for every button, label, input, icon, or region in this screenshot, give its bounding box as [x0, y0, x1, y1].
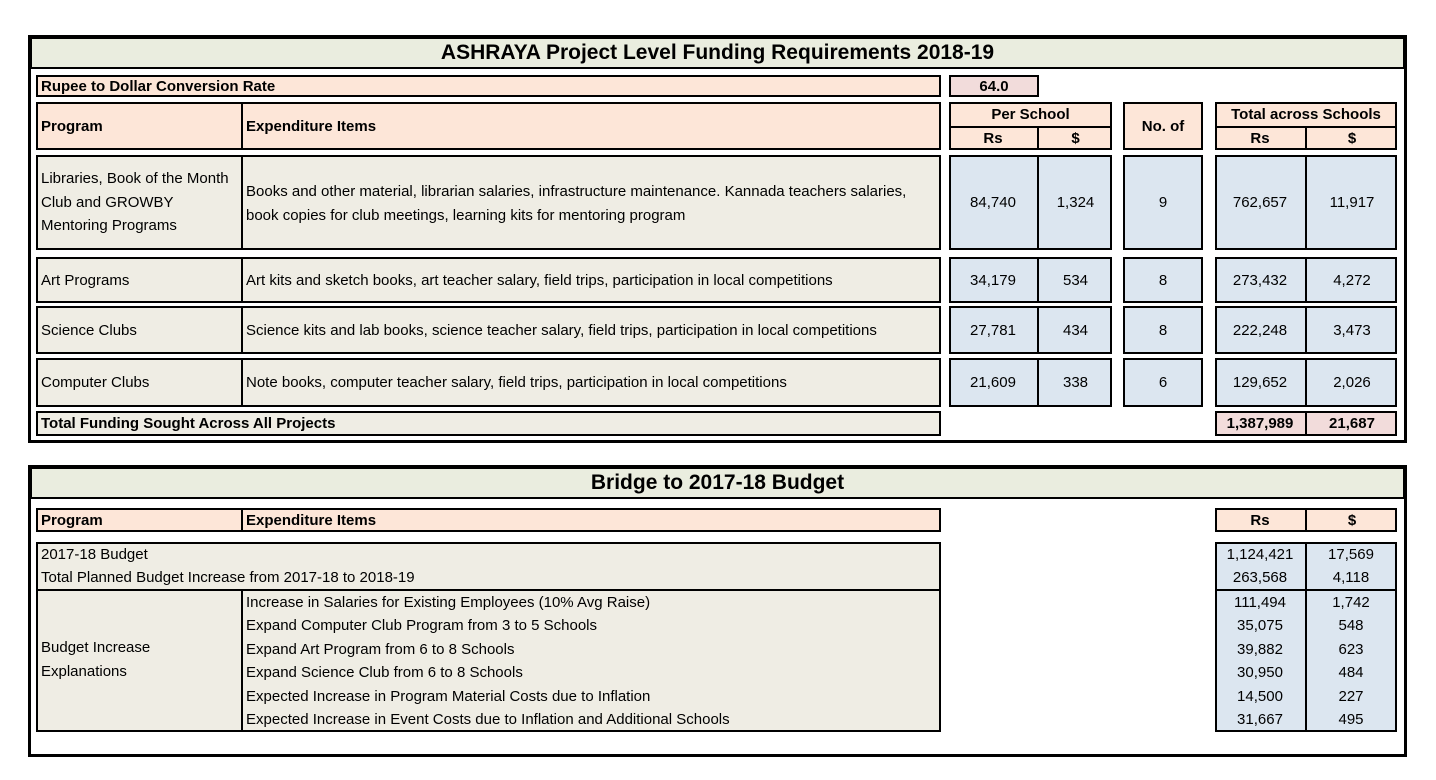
- explanation-usd: 1,742: [1332, 594, 1370, 611]
- cell-no-of: 8: [1123, 257, 1203, 303]
- bridge-header-usd: $: [1347, 511, 1357, 529]
- header-per-school-label: Per School: [991, 105, 1070, 123]
- cell-no-of: 8: [1123, 306, 1203, 354]
- total-funding-rs: 1,387,989: [1226, 415, 1294, 432]
- bridge-budget-title: Bridge to 2017-18 Budget: [30, 467, 1405, 499]
- bridge-header-program: Program: [41, 511, 103, 529]
- explanation-item: Expected Increase in Program Material Costs due to Inflation: [246, 688, 651, 705]
- bridge-increase-usd: 4,118: [1332, 569, 1370, 586]
- cell-total-usd: 2,026: [1333, 374, 1371, 391]
- total-funding-label: Total Funding Sought Across All Projects: [36, 411, 941, 436]
- bridge-header-expenditure: Expenditure Items: [246, 511, 377, 529]
- total-funding-usd: 21,687: [1329, 415, 1375, 432]
- header-no-of: No. of: [1123, 102, 1203, 150]
- funding-requirements-title: ASHRAYA Project Level Funding Requirements 2018-19: [30, 37, 1405, 69]
- cell-total-rs: 273,432: [1232, 271, 1288, 289]
- bridge-explanations-label-1: Budget Increase: [41, 639, 151, 656]
- row-items-computer: Note books, computer teacher salary, field trips, participation in local competitions: [246, 374, 787, 391]
- cell-total-usd: 3,473: [1333, 321, 1371, 339]
- explanation-usd: 484: [1338, 664, 1364, 681]
- explanation-rs: 39,882: [1237, 641, 1283, 658]
- header-expenditure: Expenditure Items: [246, 117, 377, 135]
- row-items-libraries: Books and other material, librarian salaries, infrastructure maintenance. Kannada teachers salaries, book copies for club meetings, learning kits for mentoring program: [246, 183, 907, 224]
- cell-ps-usd: 534: [1062, 271, 1089, 289]
- cell-ps-usd: 1,324: [1056, 194, 1095, 211]
- explanation-item: Expand Computer Club Program from 3 to 5 Schools: [246, 617, 597, 634]
- header-total-rs: Rs: [1250, 130, 1270, 147]
- explanation-rs: 111,494: [1234, 594, 1286, 611]
- cell-total-rs: 129,652: [1232, 374, 1288, 391]
- cell-total-rs: 762,657: [1232, 194, 1288, 211]
- cell-ps-usd: 434: [1062, 321, 1089, 339]
- bridge-budget-usd: 17,569: [1328, 546, 1374, 563]
- explanation-usd: 227: [1338, 688, 1364, 705]
- header-per-school-rs: Rs: [983, 130, 1003, 147]
- cell-ps-rs: 34,179: [970, 271, 1016, 289]
- bridge-budget-rs: 1,124,421: [1226, 546, 1294, 563]
- explanation-item: Expand Science Club from 6 to 8 Schools: [246, 664, 523, 681]
- row-items-science: Science kits and lab books, science teacher salary, field trips, participation in local competitions: [246, 321, 877, 339]
- cell-no-of: 9: [1123, 155, 1203, 250]
- explanation-usd: 623: [1338, 641, 1364, 658]
- header-total-across-label: Total across Schools: [1231, 105, 1381, 123]
- explanation-item: Expand Art Program from 6 to 8 Schools: [246, 641, 515, 658]
- row-program-science: Science Clubs: [41, 321, 137, 339]
- explanation-usd: 548: [1338, 617, 1364, 634]
- conversion-rate-label: Rupee to Dollar Conversion Rate: [36, 75, 941, 97]
- cell-total-usd: 4,272: [1333, 271, 1371, 289]
- explanation-rs: 35,075: [1237, 617, 1283, 634]
- explanation-rs: 14,500: [1237, 688, 1283, 705]
- cell-total-usd: 11,917: [1329, 194, 1375, 211]
- bridge-explanations-label-2: Explanations: [41, 663, 127, 680]
- row-program-computer: Computer Clubs: [41, 374, 150, 391]
- header-per-school-usd: $: [1071, 130, 1080, 147]
- cell-total-rs: 222,248: [1232, 321, 1288, 339]
- explanation-usd: 495: [1338, 711, 1364, 728]
- explanation-rs: 30,950: [1237, 664, 1283, 681]
- row-program-art: Art Programs: [41, 271, 130, 289]
- cell-ps-usd: 338: [1062, 374, 1089, 391]
- header-total-usd: $: [1347, 130, 1357, 147]
- explanation-rs: 31,667: [1237, 711, 1283, 728]
- bridge-increase-rs: 263,568: [1232, 569, 1288, 586]
- bridge-header-rs: Rs: [1250, 511, 1270, 529]
- explanation-item: Increase in Salaries for Existing Employees (10% Avg Raise): [246, 594, 651, 611]
- bridge-increase-label: Total Planned Budget Increase from 2017-18 to 2018-19: [41, 569, 415, 586]
- conversion-rate-value[interactable]: 64.0: [949, 75, 1039, 97]
- cell-no-of: 6: [1123, 358, 1203, 407]
- cell-ps-rs: 27,781: [970, 321, 1016, 339]
- cell-ps-rs: 84,740: [970, 194, 1016, 211]
- row-items-art: Art kits and sketch books, art teacher salary, field trips, participation in local competitions: [246, 271, 833, 289]
- cell-ps-rs: 21,609: [970, 374, 1016, 391]
- explanation-item: Expected Increase in Event Costs due to Inflation and Additional Schools: [246, 711, 730, 728]
- row-program-libraries: Libraries, Book of the Month Club and GROWBY Mentoring Programs: [41, 170, 229, 234]
- header-program: Program: [41, 117, 103, 135]
- bridge-budget-label: 2017-18 Budget: [41, 546, 148, 563]
